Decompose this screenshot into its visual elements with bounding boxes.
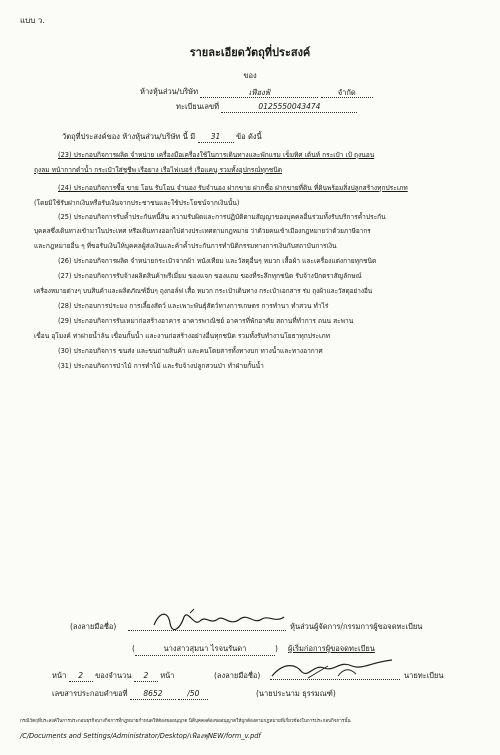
form-code: แบบ ว. (20, 16, 45, 25)
company-type-label: ห้างหุ้นส่วน/บริษัท (140, 87, 199, 96)
registration-number: 0125550043474 (221, 102, 357, 113)
file-path: /C/Documents and Settings/Administrator/Desktop/เฟืองฟุNEW/form_v.pdf (20, 732, 261, 740)
page-label: หน้า (52, 671, 67, 680)
objective-line: เครื่องหมายต่างๆ บนสินค้าและผลิตภัณฑ์อื่นๆ ถุงกอล์ฟ เสื้อ หมวก กระเป๋าเดินทาง กระเป๋าเอกสาร ร่ม ถุงผ้าและวัสดุอย่างอื่น (34, 287, 373, 295)
objective-line: เขื่อน อุโมงค์ ท่าฝายน้ำล้น เขื่อนกั้นน้ำ และงานก่อสร้างอย่างอื่นทุกชนิด รวมทั้งรับทำงานโยธาทุกประเภท (34, 332, 330, 340)
objectives-summary (62, 131, 262, 143)
document-number: 8652 (130, 689, 176, 700)
objective-line: (26) ประกอบกิจการผลิต จำหน่ายกระเป๋าจากผ้า หนังเทียม และวัสดุอื่นๆ หมวก เสื้อผ้า และเครื่องแต่งกายทุกชนิด (58, 257, 377, 265)
objectives-count: 31 (198, 132, 234, 143)
registrar-sign-label: (ลงลายมือชื่อ) (214, 671, 261, 680)
registrar-name: (นายประนาม ธุรรมณฑ์) (256, 689, 336, 698)
company-name: เฟืองฟ้ (200, 87, 318, 98)
page-info (52, 670, 175, 682)
pages-label: หน้า (160, 671, 175, 680)
company-row (140, 86, 373, 98)
applicant-signature (150, 607, 290, 633)
registration-row (176, 101, 357, 113)
applicant-role: ผู้เริ่มก่อการผู้ขอจดทะเบียน (288, 644, 375, 653)
printed-name: ( นางสาวสุมนา ไรจนรันดา ) (132, 643, 278, 656)
document-number-suffix: /50 (178, 689, 208, 700)
document-number-label: เลขสารประกอบคำขอที่ (52, 689, 128, 698)
registrar-signature (268, 656, 398, 684)
objective-line: และกฎหมายอื่น ๆ ที่ขอรับเงินให้บุคคลผู้ส่งเงินและค้าค้ำประกันการทำนิติกรรมทางการเงินกับสถาบันการเงิน (34, 242, 337, 250)
company-suffix: จำกัด (321, 87, 373, 98)
objective-line: (โดยมิใช้รับฝากเงินหรือรับเงินจากประชาชนและใช้ประโยชน์จากเงินนั้น) (34, 199, 240, 207)
page-number: 2 (69, 671, 93, 682)
signature-label: (ลงลายมือชื่อ) (70, 622, 117, 631)
printed-name-text: นางสาวสุมนา ไรจนรันดา (135, 643, 275, 656)
summary-prefix: วัตถุที่ประสงค์ของ ห้างหุ้นส่วน/บริษัท นี้ มี (62, 132, 196, 141)
objective-line: บุคคลซึ่งเดินทางเข้ามาในประเทศ หรือเดินทางออกไปต่างประเทศตามกฎหมาย ว่าด้วยคนเข้าเมืองกฎหมายว่าด้วยภาษีอากร (34, 227, 371, 235)
objective-line: (31) ประกอบกิจการป่าไม้ การทำไม้ และรับจ้างปลูกสวนป่า ทำฝ่ายกั้นน้ำ (58, 362, 264, 370)
document-number-row (52, 688, 208, 700)
signer-position: หุ้นส่วนผู้จัดการ/กรรมการผู้ขอจดทะเบียน (290, 622, 423, 631)
objective-line: (23) ประกอบกิจการผลิต จำหน่าย เครื่องมือเครื่องใช้ในการเดินทางและพักแรม เข็มทิศ เต้นท์ กระเป๋า เป้ ถุงนอน (58, 151, 375, 159)
objective-line: (27) ประกอบกิจการรับจ้างผลิตสินค้าพรีเมี่ยม ของแจก ของแถม ของที่ระลึกทุกชนิด รับจ้างปักตราสัญลักษณ์ (58, 272, 362, 280)
objective-line: (24) ประกอบกิจการซื้อ ขาย โอน รับโอน จำนอง รับจำนอง ฝากขาย ฝากซื้อ ฝากขายที่ดิน ที่ดินพร้อมสิ่งปลูกสร้างทุกประเภท (58, 184, 408, 192)
registration-label: ทะเบียนเลขที่ (176, 102, 220, 111)
footer-note: กรณีวัตถุที่ประสงค์ในการประกอบธุรกิจบางกิจการที่กฎหมายกำหนดให้ต้องขออนุญาต นิติบุคคลต้องขออนุญาตให้ถูกต้องตามกฎหมายที่เกี่ยวข้องในการประกอบกิจการนั้น (20, 719, 351, 724)
objective-line: ถุงลม หน้ากากดำน้ำ กระเป๋าใส่ชูชีพ เรือยาง เรือไฟเบอร์ เรือแคนู รวมทั้งอุปกรณ์ทุกชนิด (34, 166, 283, 174)
registrar-title: นายทะเบียน (404, 671, 444, 680)
of-total-label: ของจำนวน (95, 671, 132, 680)
of-label: ของ (243, 71, 257, 80)
total-pages: 2 (134, 671, 158, 682)
summary-suffix: ข้อ ดังนี้ (235, 132, 262, 141)
objective-line: (28) ประกอบการประมง การเลี้ยงสัตว์ และเพาะพันธุ์สัตว์ทางการเกษตร การทำนา ทำสวน ทำไร่ (58, 302, 329, 310)
objective-line: (25) ประกอบกิจการรับค้ำประกันหนี้สิน ความรับผิดและการปฏิบัติตามสัญญาของบุคคลอื่นรวมทั้งรับบริการค้ำประกัน (58, 213, 386, 221)
document-title: รายละเอียดวัตถุที่ประสงค์ (189, 46, 311, 59)
objective-line: (29) ประกอบกิจการรับเหมาก่อสร้างอาคาร อาคารพาณิชย์ อาคารที่พักอาศัย สถานที่ทำการ ถนน สะพาน (58, 317, 354, 325)
objective-line: (30) ประกอบกิจการ ขนส่ง และขนถ่ายสินค้า และคนโดยสารทั้งทางบก ทางน้ำและทางอากาศ (58, 347, 323, 355)
